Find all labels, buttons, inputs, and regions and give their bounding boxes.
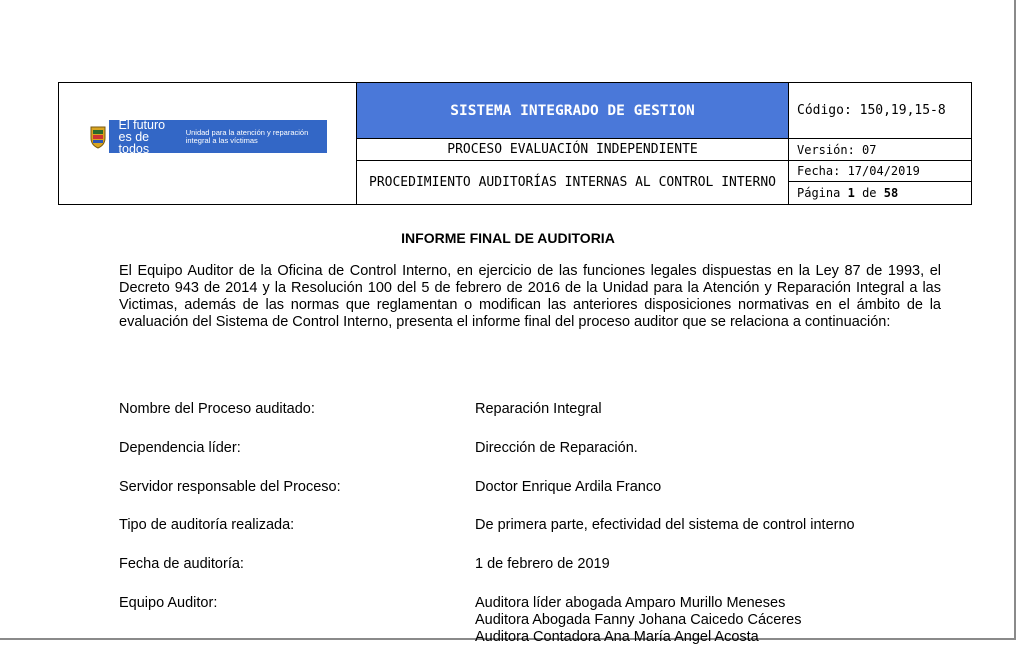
coat-of-arms-icon xyxy=(87,120,109,153)
field-label-process: Nombre del Proceso auditado: xyxy=(119,401,315,417)
intro-paragraph: El Equipo Auditor de la Oficina de Control Interno, en ejercicio de las funciones legales dispuestas en la Ley 87 de 1993, el Decreto 943 de 2014 y la Resolución 100 del 5 de febrero de 2016 de la Unidad para la Atención y Reparación Integral a las Victimas, además de las normas que reglamentan o modifican las anteriores disposiciones normativas en el ámbito de la evaluación del Sistema de Control Interno, presenta el informe final del proceso auditor que se relaciona a continuación: xyxy=(119,263,941,330)
logo-sub-text: Unidad para la atención y reparación integral a las víctimas xyxy=(185,127,309,145)
page-prefix: Página xyxy=(797,186,841,200)
page-current: 1 xyxy=(847,186,855,200)
field-label-dependency: Dependencia líder: xyxy=(119,440,241,456)
document-code: Código: 150,19,15-8 xyxy=(789,83,971,139)
field-value-auditor-2: Auditora Abogada Fanny Johana Caicedo Cáceres xyxy=(475,612,802,628)
field-value-auditor-3: Auditora Contadora Ana María Angel Acosta xyxy=(475,629,759,645)
header-table xyxy=(58,82,972,205)
logo-main-text: El futuro es de todos xyxy=(118,117,166,156)
logo-cell xyxy=(59,83,357,204)
process-name: PROCESO EVALUACIÓN INDEPENDIENTE xyxy=(357,139,789,161)
field-value-responsible: Doctor Enrique Ardila Franco xyxy=(475,479,662,495)
system-title: SISTEMA INTEGRADO DE GESTION xyxy=(357,83,789,139)
document-title: INFORME FINAL DE AUDITORIA xyxy=(401,230,615,246)
procedure-name: PROCEDIMIENTO AUDITORÍAS INTERNAS AL CONTROL INTERNO xyxy=(357,161,789,204)
document-date: Fecha: 17/04/2019 xyxy=(789,161,971,182)
field-label-audit-team: Equipo Auditor: xyxy=(119,595,218,611)
page-number xyxy=(789,182,971,204)
field-value-process: Reparación Integral xyxy=(475,401,602,417)
field-value-audit-date: 1 de febrero de 2019 xyxy=(475,556,610,572)
field-label-responsible: Servidor responsable del Proceso: xyxy=(119,479,341,495)
page-of: de xyxy=(862,186,877,200)
field-value-dependency: Dirección de Reparación. xyxy=(475,440,638,456)
document-version: Versión: 07 xyxy=(789,139,971,161)
field-label-audit-date: Fecha de auditoría: xyxy=(119,556,244,572)
institution-logo xyxy=(87,117,327,156)
field-value-auditor-1: Auditora líder abogada Amparo Murillo Meneses xyxy=(475,595,786,611)
field-value-audit-type: De primera parte, efectividad del sistema de control interno xyxy=(475,517,855,533)
field-label-audit-type: Tipo de auditoría realizada: xyxy=(119,517,295,533)
page-total: 58 xyxy=(883,186,899,200)
